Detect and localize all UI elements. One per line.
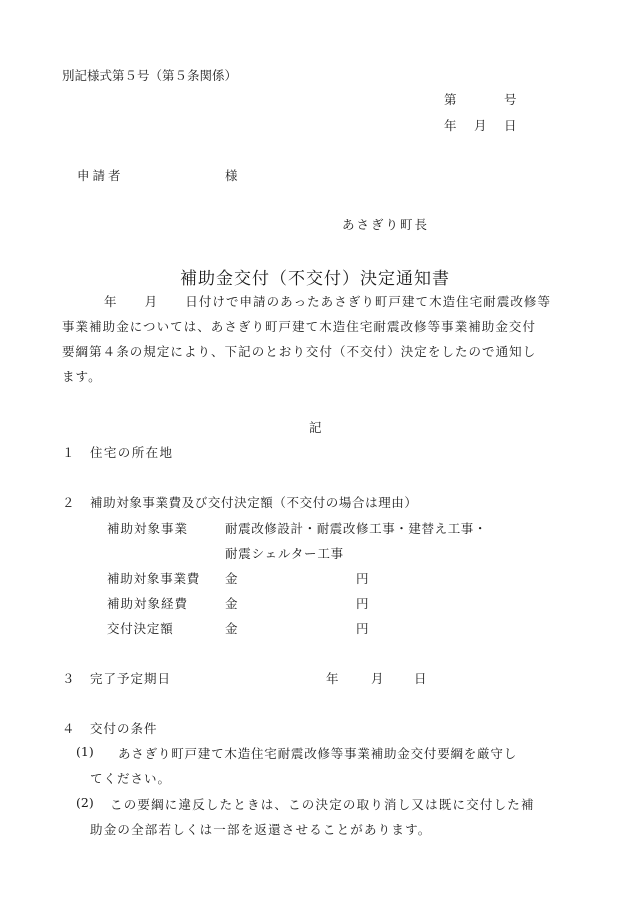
recipient-label: 申請者 xyxy=(77,168,124,183)
condition-number: (2) xyxy=(76,795,94,810)
item-number: ２ xyxy=(62,495,75,510)
row-unit: 円 xyxy=(356,621,369,636)
row-label: 補助対象事業費 xyxy=(107,571,201,586)
ki-heading: 記 xyxy=(309,420,322,435)
number-prefix: 第 xyxy=(444,92,457,107)
item-label: 補助対象事業費及び交付決定額（不交付の場合は理由） xyxy=(90,495,418,510)
completion-month: 月 xyxy=(371,671,384,686)
condition-text: 助金の全部若しくは一部を返還させることがあります。 xyxy=(90,822,432,837)
sender: あさぎり町長 xyxy=(342,217,430,232)
condition-text: てください。 xyxy=(90,771,172,786)
document-title: 補助金交付（不交付）決定通知書 xyxy=(180,269,450,289)
date-day: 日 xyxy=(504,118,517,133)
condition-text: この要綱に違反したときは、この決定の取り消し又は既に交付した補 xyxy=(110,797,535,812)
item-number: １ xyxy=(62,445,75,460)
item-number: ３ xyxy=(62,671,75,686)
condition-number: (1) xyxy=(76,744,94,759)
item-number: ４ xyxy=(62,721,75,736)
body-line: ます。 xyxy=(62,369,102,384)
body-line: 年 月 日付けで申請のあったあさぎり町戸建て木造住宅耐震改修等 xyxy=(104,294,552,309)
date-year: 年 xyxy=(444,118,457,133)
row-label: 交付決定額 xyxy=(107,621,174,636)
item-label: 交付の条件 xyxy=(90,721,158,736)
completion-day: 日 xyxy=(414,671,427,686)
row-value: 金 xyxy=(225,621,238,636)
number-suffix: 号 xyxy=(504,92,517,107)
row-label: 補助対象事業 xyxy=(107,521,189,536)
row-value: 耐震改修設計・耐震改修工事・建替え工事・ xyxy=(225,521,488,536)
row-label: 補助対象経費 xyxy=(107,596,189,611)
date-month: 月 xyxy=(474,118,487,133)
row-value: 金 xyxy=(225,571,238,586)
condition-text: あさぎり町戸建て木造住宅耐震改修等事業補助金交付要綱を厳守し xyxy=(118,746,518,761)
row-value: 金 xyxy=(225,596,238,611)
recipient-honorific: 様 xyxy=(225,168,238,183)
row-value: 耐震シェルター工事 xyxy=(225,546,344,561)
body-line: 要綱第４条の規定により、下記のとおり交付（不交付）決定をしたので通知し xyxy=(62,344,537,359)
completion-year: 年 xyxy=(326,671,339,686)
row-unit: 円 xyxy=(356,571,369,586)
row-unit: 円 xyxy=(356,596,369,611)
item-label: 住宅の所在地 xyxy=(90,445,174,460)
item-label: 完了予定期日 xyxy=(90,671,172,686)
form-label: 別記様式第５号（第５条関係） xyxy=(62,68,238,83)
body-line: 事業補助金については、あさぎり町戸建て木造住宅耐震改修等事業補助金交付 xyxy=(62,319,537,334)
